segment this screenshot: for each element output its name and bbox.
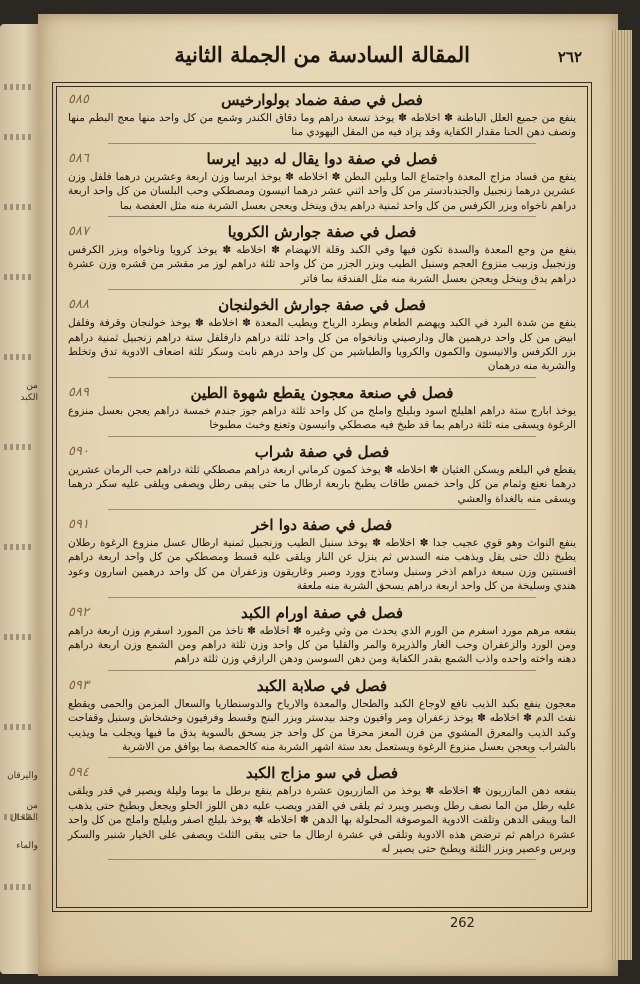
- facing-margin-note: من الكبد: [20, 381, 38, 403]
- running-head: [50, 38, 590, 74]
- section-body: معجون ينفع بكبد الذيب نافع لاوجاع الكبد والطحال والمعدة والارياح والدوسنطاريا والسعال المزمن والحمى ويقطع نفث الدم ✽ اخلاطه ✽ يوخذ زعفران ومر وافيون وجند بيدستر وبزر البنج وقسط وفرفيون وخشخاش وسنبل وقفاحت وكبد الذيب والمعرق المشوي من فرن المعز محرقا من كل واحد جز يسحق بالسوية يدق ما فيها ويجلب ما ويذيب بالشراب ويعجن بعسل منزوع الرغوة ويستعمل بعد ستة اشهر الشربة منه كالحمصة بما يوافق من الاشربة: [68, 697, 576, 759]
- section-title: فصل في صفة دوا يقال له دبيد ايرسا: [206, 149, 438, 168]
- section: [62, 442, 582, 510]
- section-number: ٥٩٣: [68, 677, 89, 693]
- section-title: فصل في صفة دوا اخر: [251, 515, 393, 534]
- section-title: فصل في صلابة الكبد: [256, 676, 388, 695]
- section-title: فصل في سو مزاج الكبد: [246, 764, 398, 783]
- section-heading: [62, 295, 582, 316]
- footer-page-number: 262: [450, 916, 475, 931]
- section-body: ينفع من وجع المعدة والسدة تكون فيها وفي الكبد وقلة الانهضام ✽ اخلاطه ✽ يوخذ كرويا وناخواه وبزر الكرفس وزنجبيل وزبيب منزوع العجم وسنبل الطيب وبزر الجزر من كل واحد ثلثة دراهم لوز مر مقشر من قشره وزن عشرة دراهم يدق وينخل ويعجن بعسل الشربة منه مثل الفندقة بما فاتر: [68, 243, 576, 290]
- section-number: ٥٩٠: [68, 443, 89, 459]
- section-heading: [62, 149, 582, 170]
- section: [62, 149, 582, 217]
- section-body: ينفع من شدة البرد في الكبد ويهضم الطعام ويطرد الرياح ويطيب المعدة ✽ اخلاطه ✽ يوخذ خولنجان وقرفة وفلفل ابيض من كل واحد درهمين هال ودارصيني ونانخواه من كل واحد ثلثة دراهم دارفلفل ستة دراهم زنجبيل ثمنية دراهم بزر الكرفس والانيسون والكمون والكرويا والطباشير من كل واحد درهم نابت وسكر ثلثة اضعاف الادوية تدق وتخلط والشربة منه درهمان: [68, 316, 576, 378]
- section-heading: [62, 90, 582, 111]
- section-body: يقطع في البلغم ويسكن الغثيان ✽ اخلاطه ✽ يوخذ كمون كرماني اربعة دراهم مصطكي ثلثة دراهم حب الرمان عشرين درهما نعنع وثمام من كل واحد خمس طاقات يطبخ باربعة ارطال ما حتى يبقى رطل ويصفى ويلقى عليه سكر درهما ويسقى منه بالغداة والعشي: [68, 463, 576, 510]
- section: [62, 676, 582, 759]
- facing-margin-note: والماء: [16, 841, 38, 851]
- section-title: فصل في صفة شراب: [254, 442, 390, 461]
- section: [62, 383, 582, 437]
- facing-page-edge: [0, 24, 40, 974]
- section-title: فصل في صفة جوارش الخولنجان: [218, 296, 426, 315]
- facing-margin-note: من الطحال: [10, 801, 38, 823]
- section-body: ينفع من جميع العلل الباطنة ✽ اخلاطه ✽ يوخذ تسعة دراهم وما دقاق الكندر وشمع من كل واحد منها معج البطم منها ونصف دهن الحنا مقدار الكفاية وقد يزاد فيه من المقل اليهودي منا: [68, 111, 576, 144]
- section-number: ٥٨٩: [68, 384, 89, 400]
- facing-margin-note: واليرقان: [7, 771, 38, 781]
- section-heading: [62, 383, 582, 404]
- section-body: ينفعه مرهم مورد اسفرم من الورم الذي يحدث من وثي وغيره ✽ اخلاطه ✽ تاخذ من المورد اسفرم وزن اربعة دراهم ومن الورد والزعفران وحب الغار والذريرة والمر والقليا من كل واحد وزن ثلثة دراهم ومن الشمع وزن اربعة دراهم دهنه واخته واحده واذب الشمع بقدر الكفاية ومن دهن السوسن ودهن الرازقي وزن ثلثة دراهم: [68, 624, 576, 671]
- section-heading: [62, 763, 582, 784]
- section: [62, 222, 582, 290]
- section-body: ينفعه دهن المازريون ✽ اخلاطه ✽ يوخذ من المازريون عشرة دراهم ينقع برطل ما يوما وليلة ويصير في قدر ويلقى عليه رطل من الما نصف رطل وبصير ويبرد ثم يلقى في القدر ويصب عليه دهن اللوز الحلو ويجعل وبطبخ حتى يذهب الما ويبقى الدهن وتلقت الادوية الموصوفة المحلولة بها الدهن ✽ اخلاطه ✽ يوخذ بليلج اصفر وبليلج واملج من كل واحد عشرة دراهم ثم ترضض هذه الادوية وتلقى في عشرة ارطال ما حتى يبقى الثلث ويصفى على الخيار شنبر والسكر وبرس وعصير وبزر الثلثة ويطبخ حتى يصير له: [68, 784, 576, 860]
- section: [62, 90, 582, 144]
- section-body: ينفع من فساد مزاج المعدة واجتماع الما وبلين البطن ✽ اخلاطه ✽ يوخذ ايرسا وزن اربعة وعشرين درهما فلفل وزن عشرين درهما زنجبيل والجندبادستر من كل واحد اثني عشر درهما انيسون ومصطكي وحب البلسان من كل واحد اربعة دراهم ناخواه وبزر الكرفس من كل واحد ثمنية دراهم يدق وينخل ويعجن بعسل الشربة منه مثل العفصة بما: [68, 170, 576, 217]
- section-heading: [62, 515, 582, 536]
- section-title: فصل في صنعة معجون يقطع شهوة الطين: [190, 383, 454, 402]
- section-title: فصل في صفة جوارش الكرويا: [227, 223, 417, 242]
- section-number: ٥٩٤: [68, 765, 89, 781]
- section-title: فصل في صفة ضماد بولوارخيس: [221, 91, 423, 109]
- running-title: المقالة السادسة من الجملة الثانية: [174, 42, 470, 67]
- folio-number: ٢٦٢: [557, 48, 582, 66]
- section-number: ٥٨٧: [68, 224, 89, 240]
- section-heading: [62, 603, 582, 624]
- section-heading: [62, 676, 582, 697]
- section-number: ٥٨٨: [68, 297, 89, 313]
- text-block: [62, 90, 582, 908]
- section: [62, 295, 582, 378]
- section: [62, 515, 582, 598]
- section-body: يوخذ ابارج ستة دراهم اهليلج اسود وبليلج واملج من كل واحد ثلثة دراهم جوز جندم خمسة دراهم يعجن بعسل منزوع الرغوة ويسقى منه ثلثة دراهم بما قد طبخ فيه مصطكي وانيسون وتعنع وخبث مطبوخا: [68, 404, 576, 437]
- page-edges: [610, 30, 632, 960]
- section-heading: [62, 222, 582, 243]
- section-number: ٥٨٦: [68, 150, 89, 166]
- section-number: ٥٩١: [68, 516, 89, 532]
- section-title: فصل في صفة اورام الكبد: [241, 603, 403, 622]
- section: [62, 603, 582, 671]
- section-number: ٥٩٢: [68, 604, 89, 620]
- section-number: ٥٨٥: [68, 92, 89, 107]
- section-heading: [62, 442, 582, 463]
- section: [62, 763, 582, 860]
- section-body: ينفع النواث وهو قوي عجيب جدا ✽ اخلاطه ✽ يوخذ سنبل الطيب وزنجبيل ثمنية ارطال عسل منزوع الرغوة رطلان يطبخ ذلك حتى يقل ويذهب منه السدس ثم ينزل عن النار ويلقى عليه قسط ومصطكي من كل واحد اربعة دراهم افسنتين وزن سبعة دراهم اذخر وسنبل وساذج وورد وصبر وغاريقون وزعفران من كل واحد درهمين اسارون وعود هندي وسليخة من كل واحد اربعة دراهم يسحق الشربة منه ملعقة: [68, 536, 576, 598]
